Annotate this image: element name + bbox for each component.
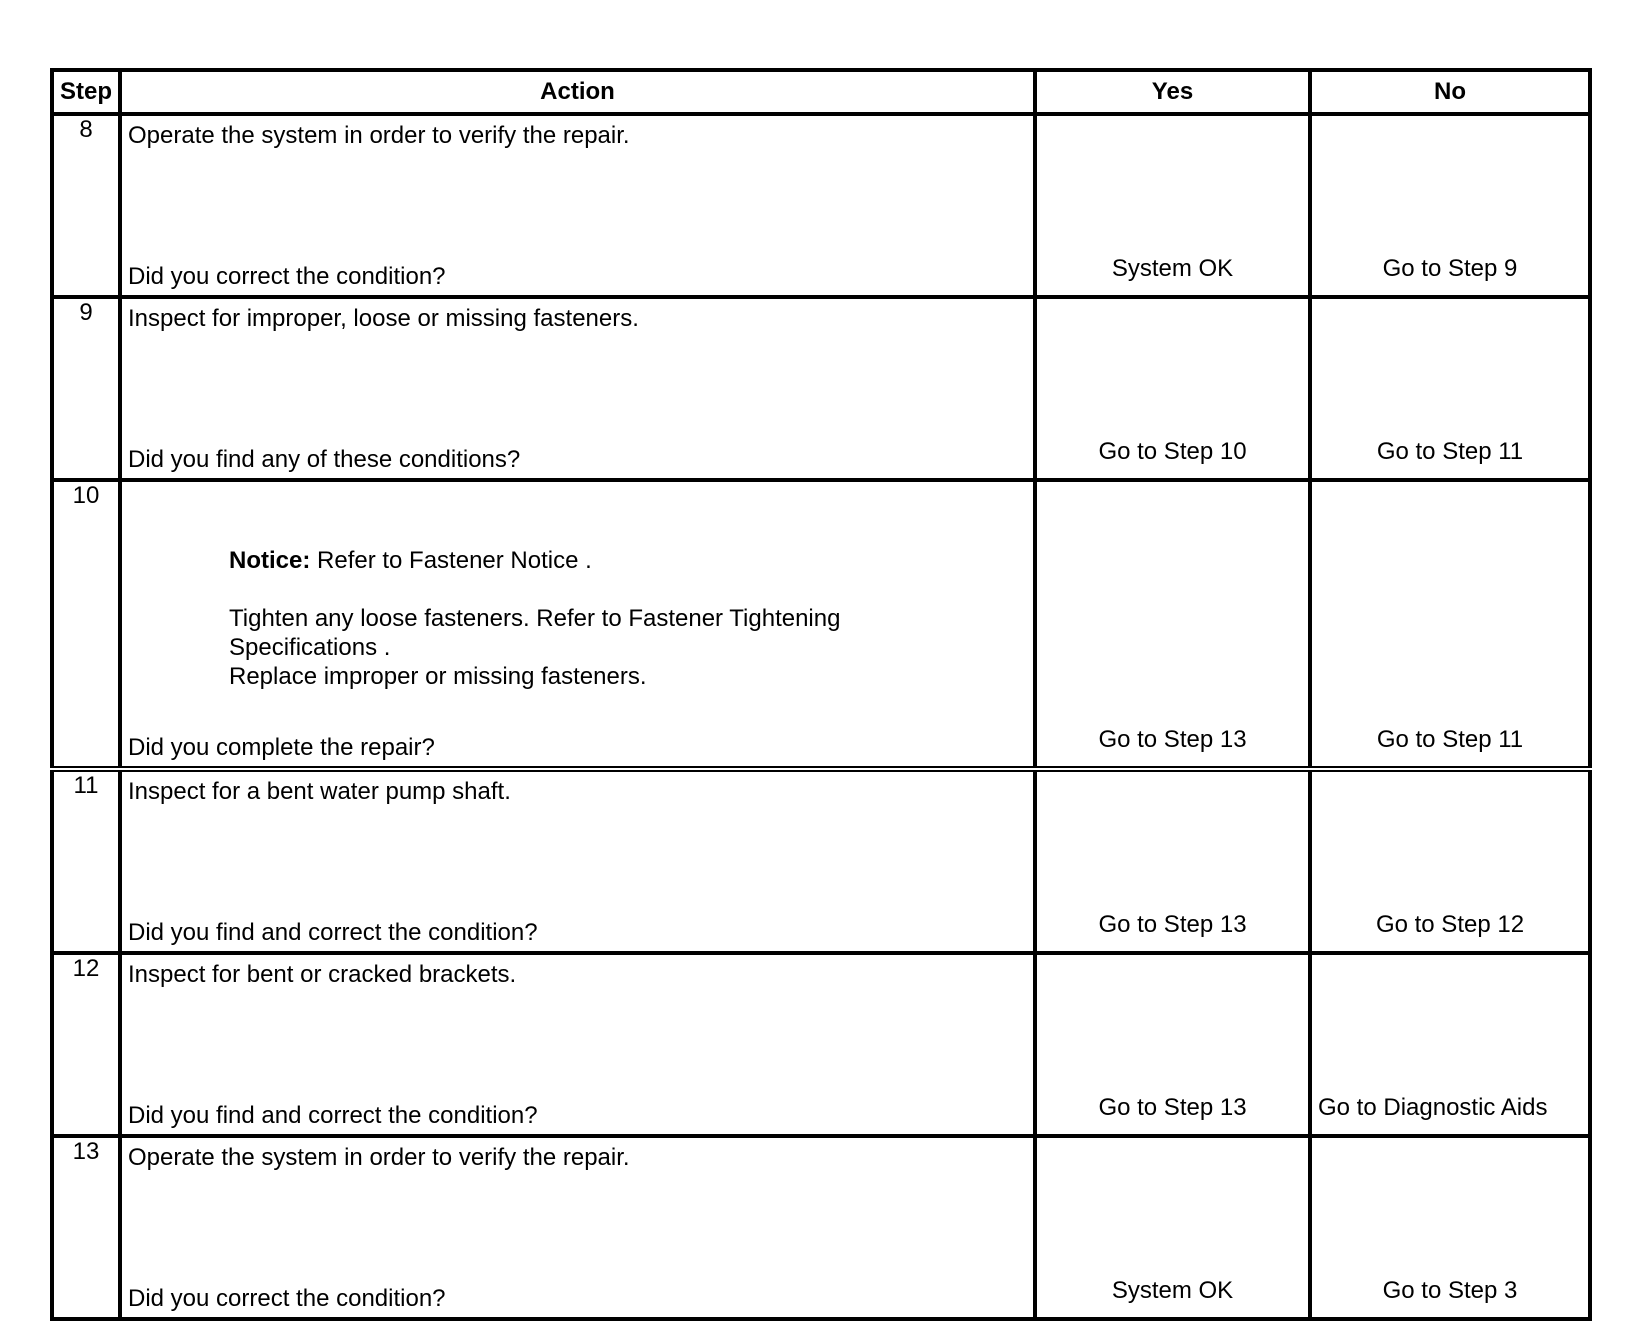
header-step: Step <box>52 70 120 114</box>
action-cell <box>120 769 1035 953</box>
action-question: Did you find and correct the condition? <box>128 1102 538 1129</box>
action-instructions <box>229 546 949 691</box>
step-number: 9 <box>52 297 120 480</box>
action-question: Did you find any of these conditions? <box>128 446 521 473</box>
yes-cell <box>1035 1136 1310 1319</box>
instruction-replace: Replace improper or missing fasteners. <box>229 663 647 690</box>
action-question: Did you correct the condition? <box>128 263 446 290</box>
action-text: Operate the system in order to verify the repair. <box>128 1144 630 1171</box>
notice-label: Notice: <box>229 547 311 574</box>
table-row-step-11 <box>52 769 1590 953</box>
yes-result: System OK <box>1111 255 1234 282</box>
header-no: No <box>1310 70 1590 114</box>
action-question: Did you complete the repair? <box>128 734 435 761</box>
yes-result: Go to Step 13 <box>1098 1094 1247 1121</box>
header-action: Action <box>120 70 1035 114</box>
action-question: Did you correct the condition? <box>128 1285 446 1312</box>
yes-result: Go to Step 13 <box>1098 726 1247 753</box>
no-result: Go to Step 3 <box>1382 1277 1518 1304</box>
table-row-step-9 <box>52 297 1590 480</box>
yes-cell <box>1035 953 1310 1136</box>
yes-result: Go to Step 13 <box>1098 911 1247 938</box>
table-row-step-8 <box>52 114 1590 297</box>
yes-cell <box>1035 769 1310 953</box>
action-text: Inspect for improper, loose or missing fasteners. <box>128 305 639 332</box>
action-text: Inspect for bent or cracked brackets. <box>128 961 517 988</box>
header-yes: Yes <box>1035 70 1310 114</box>
action-cell <box>120 1136 1035 1319</box>
table-row-step-13 <box>52 1136 1590 1319</box>
no-result: Go to Diagnostic Aids <box>1318 1094 1548 1121</box>
yes-cell <box>1035 297 1310 480</box>
action-text: Operate the system in order to verify the repair. <box>128 122 630 149</box>
no-cell <box>1310 480 1590 769</box>
table-row-step-12 <box>52 953 1590 1136</box>
notice-text: Refer to Fastener Notice . <box>310 547 592 574</box>
yes-cell <box>1035 480 1310 769</box>
action-cell <box>120 953 1035 1136</box>
no-cell <box>1310 297 1590 480</box>
action-cell <box>120 297 1035 480</box>
notice-line <box>229 546 949 575</box>
step-number: 13 <box>52 1136 120 1319</box>
yes-cell <box>1035 114 1310 297</box>
no-result: Go to Step 11 <box>1376 726 1524 753</box>
no-cell <box>1310 114 1590 297</box>
diagnostic-table <box>50 68 1592 1321</box>
yes-result: Go to Step 10 <box>1098 438 1247 465</box>
table-header-row <box>52 70 1590 114</box>
no-cell <box>1310 953 1590 1136</box>
table-row-step-10 <box>52 480 1590 769</box>
step-number: 8 <box>52 114 120 297</box>
no-result: Go to Step 9 <box>1382 255 1518 282</box>
no-result: Go to Step 12 <box>1375 911 1525 938</box>
yes-result: System OK <box>1111 1277 1234 1304</box>
no-cell <box>1310 1136 1590 1319</box>
action-text: Inspect for a bent water pump shaft. <box>128 778 511 805</box>
diagnostic-table-sheet <box>50 68 1588 1321</box>
no-cell <box>1310 769 1590 953</box>
step-number: 10 <box>52 480 120 769</box>
action-cell <box>120 480 1035 769</box>
instruction-tighten: Tighten any loose fasteners. Refer to Fastener Tightening Specifications . <box>229 605 841 661</box>
step-number: 12 <box>52 953 120 1136</box>
action-cell <box>120 114 1035 297</box>
action-question: Did you find and correct the condition? <box>128 919 538 946</box>
no-result: Go to Step 11 <box>1376 438 1524 465</box>
step-number: 11 <box>52 769 120 953</box>
